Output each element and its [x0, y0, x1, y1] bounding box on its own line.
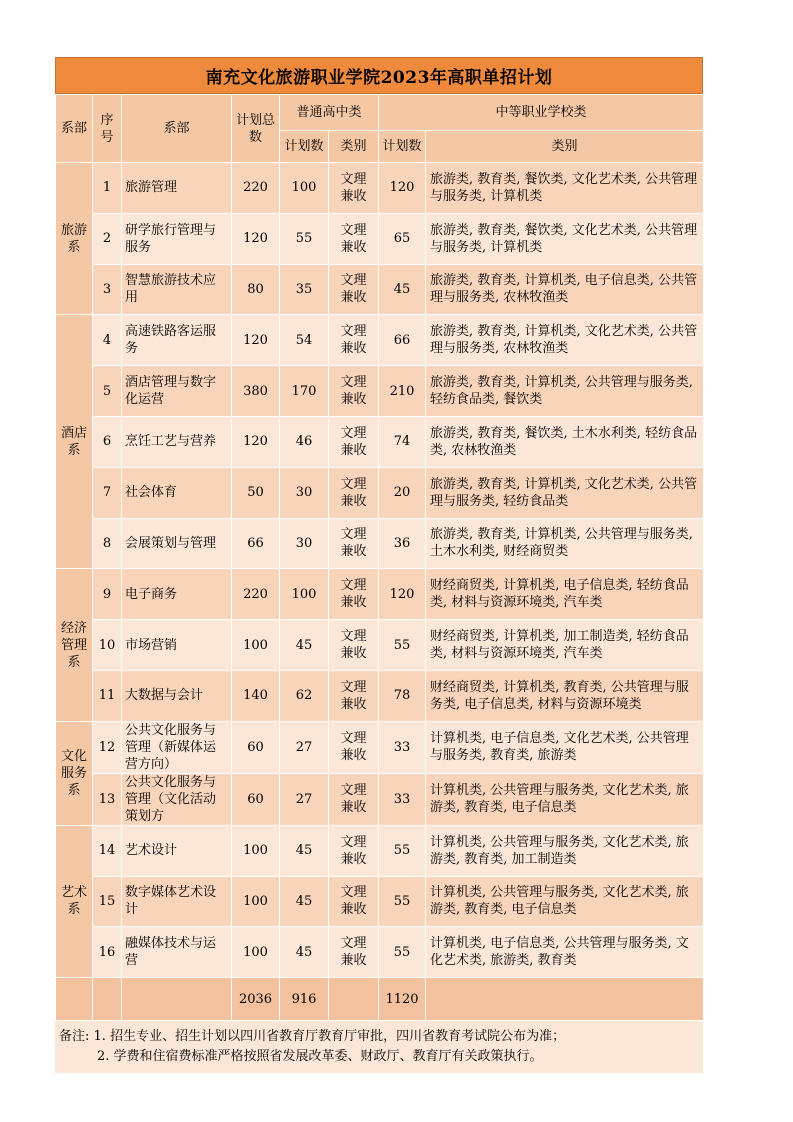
- vocational-plan-cell: 78: [379, 670, 426, 721]
- general-type-cell: 文理兼收: [329, 876, 379, 927]
- vocational-type-cell: 旅游类, 教育类, 计算机类, 电子信息类, 公共管理与服务类, 农林牧渔类: [426, 264, 704, 315]
- total-sum-cell: 2036: [232, 978, 280, 1021]
- vocational-plan-cell: 33: [379, 773, 426, 825]
- seq-cell: 8: [93, 518, 122, 569]
- seq-cell: 12: [93, 721, 122, 773]
- general-plan-cell: 27: [280, 773, 329, 825]
- vocational-plan-cell: 66: [379, 315, 426, 366]
- vocational-plan-cell: 20: [379, 467, 426, 518]
- major-cell: 市场营销: [122, 620, 232, 671]
- seq-cell: 2: [93, 213, 122, 264]
- general-type-cell: 文理兼收: [329, 773, 379, 825]
- table-row: [56, 927, 704, 978]
- total-cell: 140: [232, 670, 280, 721]
- table-row: [56, 569, 704, 620]
- seq-cell: 3: [93, 264, 122, 315]
- general-plan-cell: 45: [280, 876, 329, 927]
- table-row: [56, 366, 704, 417]
- total-cell: 60: [232, 773, 280, 825]
- seq-cell: 10: [93, 620, 122, 671]
- table-row: [56, 876, 704, 927]
- general-type-cell: 文理兼收: [329, 825, 379, 876]
- vocational-plan-cell: 65: [379, 213, 426, 264]
- totals-empty-cell: [426, 978, 704, 1021]
- note-text-1: 1. 招生专业、招生计划以四川省教育厅教育厅审批，四川省教育考试院公布为准；: [93, 1029, 566, 1045]
- department-cell: 旅游系: [56, 163, 93, 315]
- department-cell: 文化服务系: [56, 721, 93, 825]
- header-seq: 序号: [93, 95, 122, 163]
- major-cell: 公共文化服务与管理（文化活动策划方: [122, 773, 232, 825]
- general-plan-cell: 30: [280, 518, 329, 569]
- seq-cell: 13: [93, 773, 122, 825]
- note-line-1: [59, 1027, 699, 1047]
- vocational-type-cell: 计算机类, 公共管理与服务类, 文化艺术类, 旅游类, 教育类, 电子信息类: [426, 773, 704, 825]
- vocational-plan-cell: 120: [379, 163, 426, 214]
- table-row: [56, 163, 704, 214]
- vocational-plan-cell: 120: [379, 569, 426, 620]
- general-type-cell: 文理兼收: [329, 163, 379, 214]
- vocational-type-cell: 计算机类, 公共管理与服务类, 文化艺术类, 旅游类, 教育类, 加工制造类: [426, 825, 704, 876]
- table-row: [56, 315, 704, 366]
- total-cell: 120: [232, 213, 280, 264]
- admission-plan-sheet: [55, 57, 703, 1073]
- seq-cell: 4: [93, 315, 122, 366]
- general-type-cell: 文理兼收: [329, 721, 379, 773]
- general-type-cell: 文理兼收: [329, 569, 379, 620]
- general-sum-cell: 916: [280, 978, 329, 1021]
- general-plan-cell: 100: [280, 569, 329, 620]
- seq-cell: 9: [93, 569, 122, 620]
- vocational-plan-cell: 33: [379, 721, 426, 773]
- major-cell: 研学旅行管理与服务: [122, 213, 232, 264]
- note-line-2: 2. 学费和住宿费标准严格按照省发展改革委、财政厅、教育厅有关政策执行。: [97, 1049, 543, 1065]
- seq-cell: 14: [93, 825, 122, 876]
- general-plan-cell: 45: [280, 620, 329, 671]
- seq-cell: 1: [93, 163, 122, 214]
- total-cell: 220: [232, 163, 280, 214]
- table-row: [56, 416, 704, 467]
- vocational-plan-cell: 36: [379, 518, 426, 569]
- vocational-plan-cell: 45: [379, 264, 426, 315]
- vocational-type-cell: 旅游类, 教育类, 计算机类, 公共管理与服务类, 土木水利类, 财经商贸类: [426, 518, 704, 569]
- vocational-type-cell: 旅游类, 教育类, 餐饮类, 文化艺术类, 公共管理与服务类, 计算机类: [426, 213, 704, 264]
- table-row: [56, 773, 704, 825]
- vocational-type-cell: 计算机类, 电子信息类, 公共管理与服务类, 文化艺术类, 旅游类, 教育类: [426, 927, 704, 978]
- header-dept: 系部: [56, 95, 93, 163]
- table-row: [56, 213, 704, 264]
- general-type-cell: 文理兼收: [329, 670, 379, 721]
- total-cell: 120: [232, 315, 280, 366]
- major-cell: 融媒体技术与运营: [122, 927, 232, 978]
- vocational-type-cell: 财经商贸类, 计算机类, 教育类, 公共管理与服务类, 电子信息类, 材料与资源环境类: [426, 670, 704, 721]
- general-plan-cell: 30: [280, 467, 329, 518]
- seq-cell: 15: [93, 876, 122, 927]
- vocational-plan-cell: 55: [379, 876, 426, 927]
- vocational-type-cell: 计算机类, 电子信息类, 文化艺术类, 公共管理与服务类, 教育类, 旅游类: [426, 721, 704, 773]
- table-row: [56, 518, 704, 569]
- major-cell: 数字媒体艺术设计: [122, 876, 232, 927]
- total-cell: 120: [232, 416, 280, 467]
- vocational-type-cell: 旅游类, 教育类, 计算机类, 文化艺术类, 公共管理与服务类, 轻纺食品类: [426, 467, 704, 518]
- header-vocational-group: 中等职业学校类: [379, 95, 704, 131]
- major-cell: 烹饪工艺与营养: [122, 416, 232, 467]
- seq-cell: 16: [93, 927, 122, 978]
- seq-cell: 6: [93, 416, 122, 467]
- total-cell: 100: [232, 620, 280, 671]
- general-type-cell: 文理兼收: [329, 416, 379, 467]
- department-cell: 经济管理系: [56, 569, 93, 721]
- department-cell: 酒店系: [56, 315, 93, 569]
- header-vocational-plan: 计划数: [379, 131, 426, 163]
- major-cell: 智慧旅游技术应用: [122, 264, 232, 315]
- table-row: [56, 467, 704, 518]
- totals-empty-cell: [122, 978, 232, 1021]
- vocational-type-cell: 旅游类, 教育类, 计算机类, 公共管理与服务类, 轻纺食品类, 餐饮类: [426, 366, 704, 417]
- major-cell: 会展策划与管理: [122, 518, 232, 569]
- total-cell: 100: [232, 825, 280, 876]
- major-cell: 大数据与会计: [122, 670, 232, 721]
- major-cell: 电子商务: [122, 569, 232, 620]
- general-type-cell: 文理兼收: [329, 264, 379, 315]
- header-major: 系部: [122, 95, 232, 163]
- major-cell: 高速铁路客运服务: [122, 315, 232, 366]
- vocational-type-cell: 旅游类, 教育类, 餐饮类, 文化艺术类, 公共管理与服务类, 计算机类: [426, 163, 704, 214]
- total-cell: 60: [232, 721, 280, 773]
- header-general-type: 类别: [329, 131, 379, 163]
- vocational-sum-cell: 1120: [379, 978, 426, 1021]
- general-type-cell: 文理兼收: [329, 467, 379, 518]
- vocational-plan-cell: 74: [379, 416, 426, 467]
- header-row-1: [56, 95, 704, 131]
- general-plan-cell: 62: [280, 670, 329, 721]
- general-plan-cell: 170: [280, 366, 329, 417]
- general-type-cell: 文理兼收: [329, 315, 379, 366]
- header-total: 计划总数: [232, 95, 280, 163]
- vocational-type-cell: 财经商贸类, 计算机类, 加工制造类, 轻纺食品类, 材料与资源环境类, 汽车类: [426, 620, 704, 671]
- general-plan-cell: 55: [280, 213, 329, 264]
- total-cell: 380: [232, 366, 280, 417]
- department-cell: 艺术系: [56, 825, 93, 977]
- general-plan-cell: 100: [280, 163, 329, 214]
- major-cell: 酒店管理与数字化运营: [122, 366, 232, 417]
- vocational-type-cell: 财经商贸类, 计算机类, 电子信息类, 轻纺食品类, 材料与资源环境类, 汽车类: [426, 569, 704, 620]
- totals-empty-cell: [93, 978, 122, 1021]
- vocational-plan-cell: 210: [379, 366, 426, 417]
- header-general-plan: 计划数: [280, 131, 329, 163]
- totals-empty-cell: [56, 978, 93, 1021]
- vocational-plan-cell: 55: [379, 620, 426, 671]
- general-plan-cell: 27: [280, 721, 329, 773]
- general-plan-cell: 45: [280, 825, 329, 876]
- major-cell: 艺术设计: [122, 825, 232, 876]
- total-cell: 80: [232, 264, 280, 315]
- total-cell: 100: [232, 927, 280, 978]
- seq-cell: 11: [93, 670, 122, 721]
- general-type-cell: 文理兼收: [329, 927, 379, 978]
- general-type-cell: 文理兼收: [329, 366, 379, 417]
- general-type-cell: 文理兼收: [329, 518, 379, 569]
- general-plan-cell: 54: [280, 315, 329, 366]
- total-cell: 220: [232, 569, 280, 620]
- vocational-plan-cell: 55: [379, 927, 426, 978]
- page-title: 南充文化旅游职业学院2023年高职单招计划: [55, 57, 703, 94]
- seq-cell: 5: [93, 366, 122, 417]
- notes-section: [55, 1021, 703, 1073]
- total-cell: 50: [232, 467, 280, 518]
- vocational-type-cell: 旅游类, 教育类, 餐饮类, 土木水利类, 轻纺食品类, 农林牧渔类: [426, 416, 704, 467]
- table-row: [56, 264, 704, 315]
- general-plan-cell: 35: [280, 264, 329, 315]
- header-vocational-type: 类别: [426, 131, 704, 163]
- major-cell: 社会体育: [122, 467, 232, 518]
- total-cell: 100: [232, 876, 280, 927]
- general-type-cell: 文理兼收: [329, 620, 379, 671]
- vocational-plan-cell: 55: [379, 825, 426, 876]
- totals-empty-cell: [329, 978, 379, 1021]
- totals-row: [56, 978, 704, 1021]
- table-row: [56, 721, 704, 773]
- total-cell: 66: [232, 518, 280, 569]
- table-row: [56, 620, 704, 671]
- vocational-type-cell: 计算机类, 公共管理与服务类, 文化艺术类, 旅游类, 教育类, 电子信息类: [426, 876, 704, 927]
- general-type-cell: 文理兼收: [329, 213, 379, 264]
- major-cell: 旅游管理: [122, 163, 232, 214]
- seq-cell: 7: [93, 467, 122, 518]
- general-plan-cell: 46: [280, 416, 329, 467]
- plan-table: [55, 94, 704, 1021]
- table-row: [56, 670, 704, 721]
- header-general-group: 普通高中类: [280, 95, 379, 131]
- notes-label: 备注:: [59, 1029, 90, 1045]
- table-row: [56, 825, 704, 876]
- major-cell: 公共文化服务与管理（新媒体运营方向）: [122, 721, 232, 773]
- vocational-type-cell: 旅游类, 教育类, 计算机类, 文化艺术类, 公共管理与服务类, 农林牧渔类: [426, 315, 704, 366]
- general-plan-cell: 45: [280, 927, 329, 978]
